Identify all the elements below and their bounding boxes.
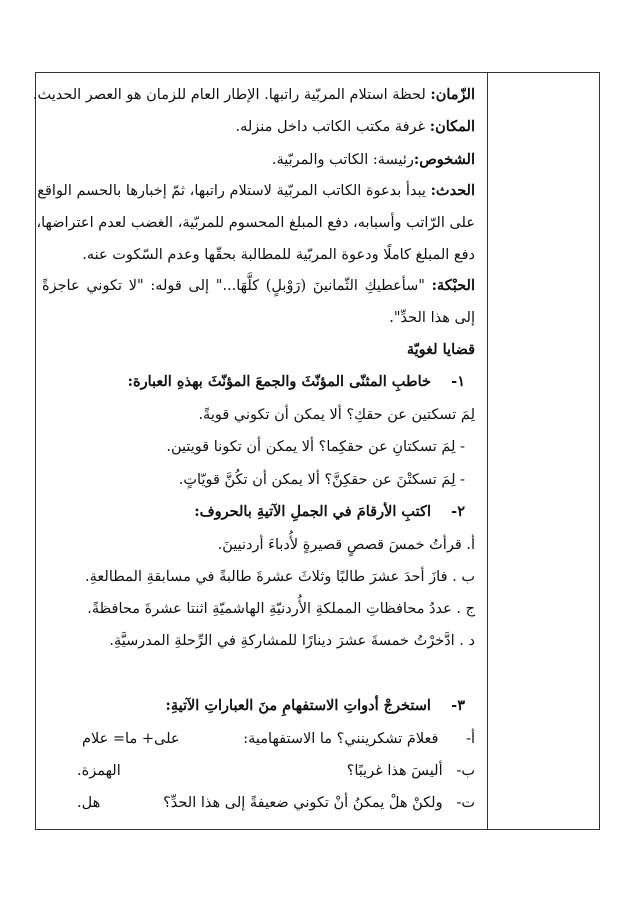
q2-number: ٢-	[451, 503, 465, 520]
plot-line-2: إلى هذا الحدِّ".	[389, 310, 475, 326]
q3-item-c-text: ولكنْ هلْ يمكنُ أنْ تكوني ضعيفةً إلى هذا الحدِّ؟	[163, 795, 443, 811]
q1-answer-1: - لِمَ تسكتانِ عن حقكِما؟ ألا يمكن أن تكونا قويتين.	[166, 439, 465, 455]
q1-number: ١-	[451, 373, 465, 390]
q3-item-c	[42, 793, 475, 813]
q3-item-a-text: فعلامَ تشكرينني؟ ما الاستفهامية:	[243, 731, 439, 747]
q2-title: اكتبِ الأرقامَ في الجملِ الآتيةِ بالحروف:	[194, 503, 431, 520]
q2-heading	[42, 502, 465, 522]
q1-answer-2: - لِمَ تسكتْنَ عن حقكِنَّ؟ ألا يمكن أن تكُنَّ قويّاتٍ.	[178, 472, 465, 488]
content-cell	[32, 79, 475, 819]
q3-item-a-answer: على+ ما= علام	[82, 731, 180, 747]
event-text-1: يبدأ بدعوة الكاتب المربّية لاستلام راتبها، ثمّ إخبارها بالحسم الواقع	[37, 183, 431, 199]
plot-label: الحبْكة:	[431, 277, 475, 294]
q3-title: استخرجْ أدواتِ الاستفهامِ منَ العباراتِ الآتيةِ:	[165, 697, 431, 714]
characters-label: الشخوص:	[413, 151, 475, 168]
plot-text-1: "سأعطيكِ الثّمانينَ (رَوْبلٍ) كلَّهَا..." إلى قوله: "لا تكوني عاجزةً	[42, 278, 432, 294]
q3-heading	[42, 696, 465, 716]
q2-item-c: ج . عددُ محافظاتِ المملكةِ الأُردنيّةِ الهاشميّةِ اثنتا عشرةَ محافظةً.	[87, 601, 475, 617]
q3-item-a	[42, 729, 475, 749]
q3-item-c-marker: ت-	[456, 795, 475, 811]
event-line-1	[37, 181, 475, 201]
characters-text: رئيسة: الكاتب والمربّية.	[271, 152, 414, 168]
event-line-2: على الرّاتب وأسبابه، دفع المبلغ المحسوم للمربّية، الغضب لعدم اعتراضها،	[36, 215, 475, 231]
time-label: الزّمان:	[430, 86, 475, 103]
section-title: قضايا لغويّة	[406, 341, 475, 358]
place-text: غرفة مكتب الكاتب داخل منزله.	[235, 119, 430, 135]
time-line	[32, 85, 475, 105]
q1-title: خاطبِ المثنّى المؤنّثَ والجمعَ المؤنّثَ بهذهِ العبارة:	[127, 373, 431, 390]
content-table	[32, 72, 600, 830]
column-divider	[487, 73, 488, 829]
plot-line-1	[42, 276, 475, 296]
time-text: لحظة استلام المربّية راتبها. الإطار العام للزمان هو العصر الحديث.	[32, 87, 431, 103]
q3-item-b-answer: الهمزة.	[77, 763, 121, 779]
q3-number: ٣-	[451, 697, 465, 714]
q3-item-b	[42, 761, 475, 781]
q3-item-c-answer: هل.	[77, 795, 101, 811]
place-label: المكان:	[429, 118, 475, 135]
q2-item-d: د . ادَّخرْتُ خمسةَ عشرَ دينارًا للمشاركةِ في الرِّحلةِ المدرسيَّةِ.	[109, 633, 475, 649]
q1-sentence: لِمَ تسكتين عن حقكِ؟ ألا يمكن أن تكوني قويةً.	[198, 407, 475, 423]
place-line	[42, 117, 475, 137]
q3-item-a-marker: أ-	[466, 731, 475, 747]
q2-item-b: ب . فازَ أحدَ عشرَ طالبًا وثلاثَ عشرةَ طالبةً في مسابقةِ المطالعةِ.	[85, 569, 475, 585]
q3-item-b-text: أليسَ هذا غريبًا؟	[346, 763, 443, 779]
q2-item-a: أ. قرأتُ خمسَ قصصٍ قصيرةٍ لأُدباءَ أردنيينَ.	[217, 537, 475, 553]
characters-line	[42, 150, 475, 170]
q1-heading	[42, 372, 465, 392]
event-line-3: دفع المبلغ كاملًا ودعوة المربّية للمطالبة بحقّها وعدم السّكوت عنه.	[82, 247, 475, 263]
event-label: الحدث:	[430, 182, 475, 199]
q3-item-b-marker: ب-	[456, 763, 475, 779]
